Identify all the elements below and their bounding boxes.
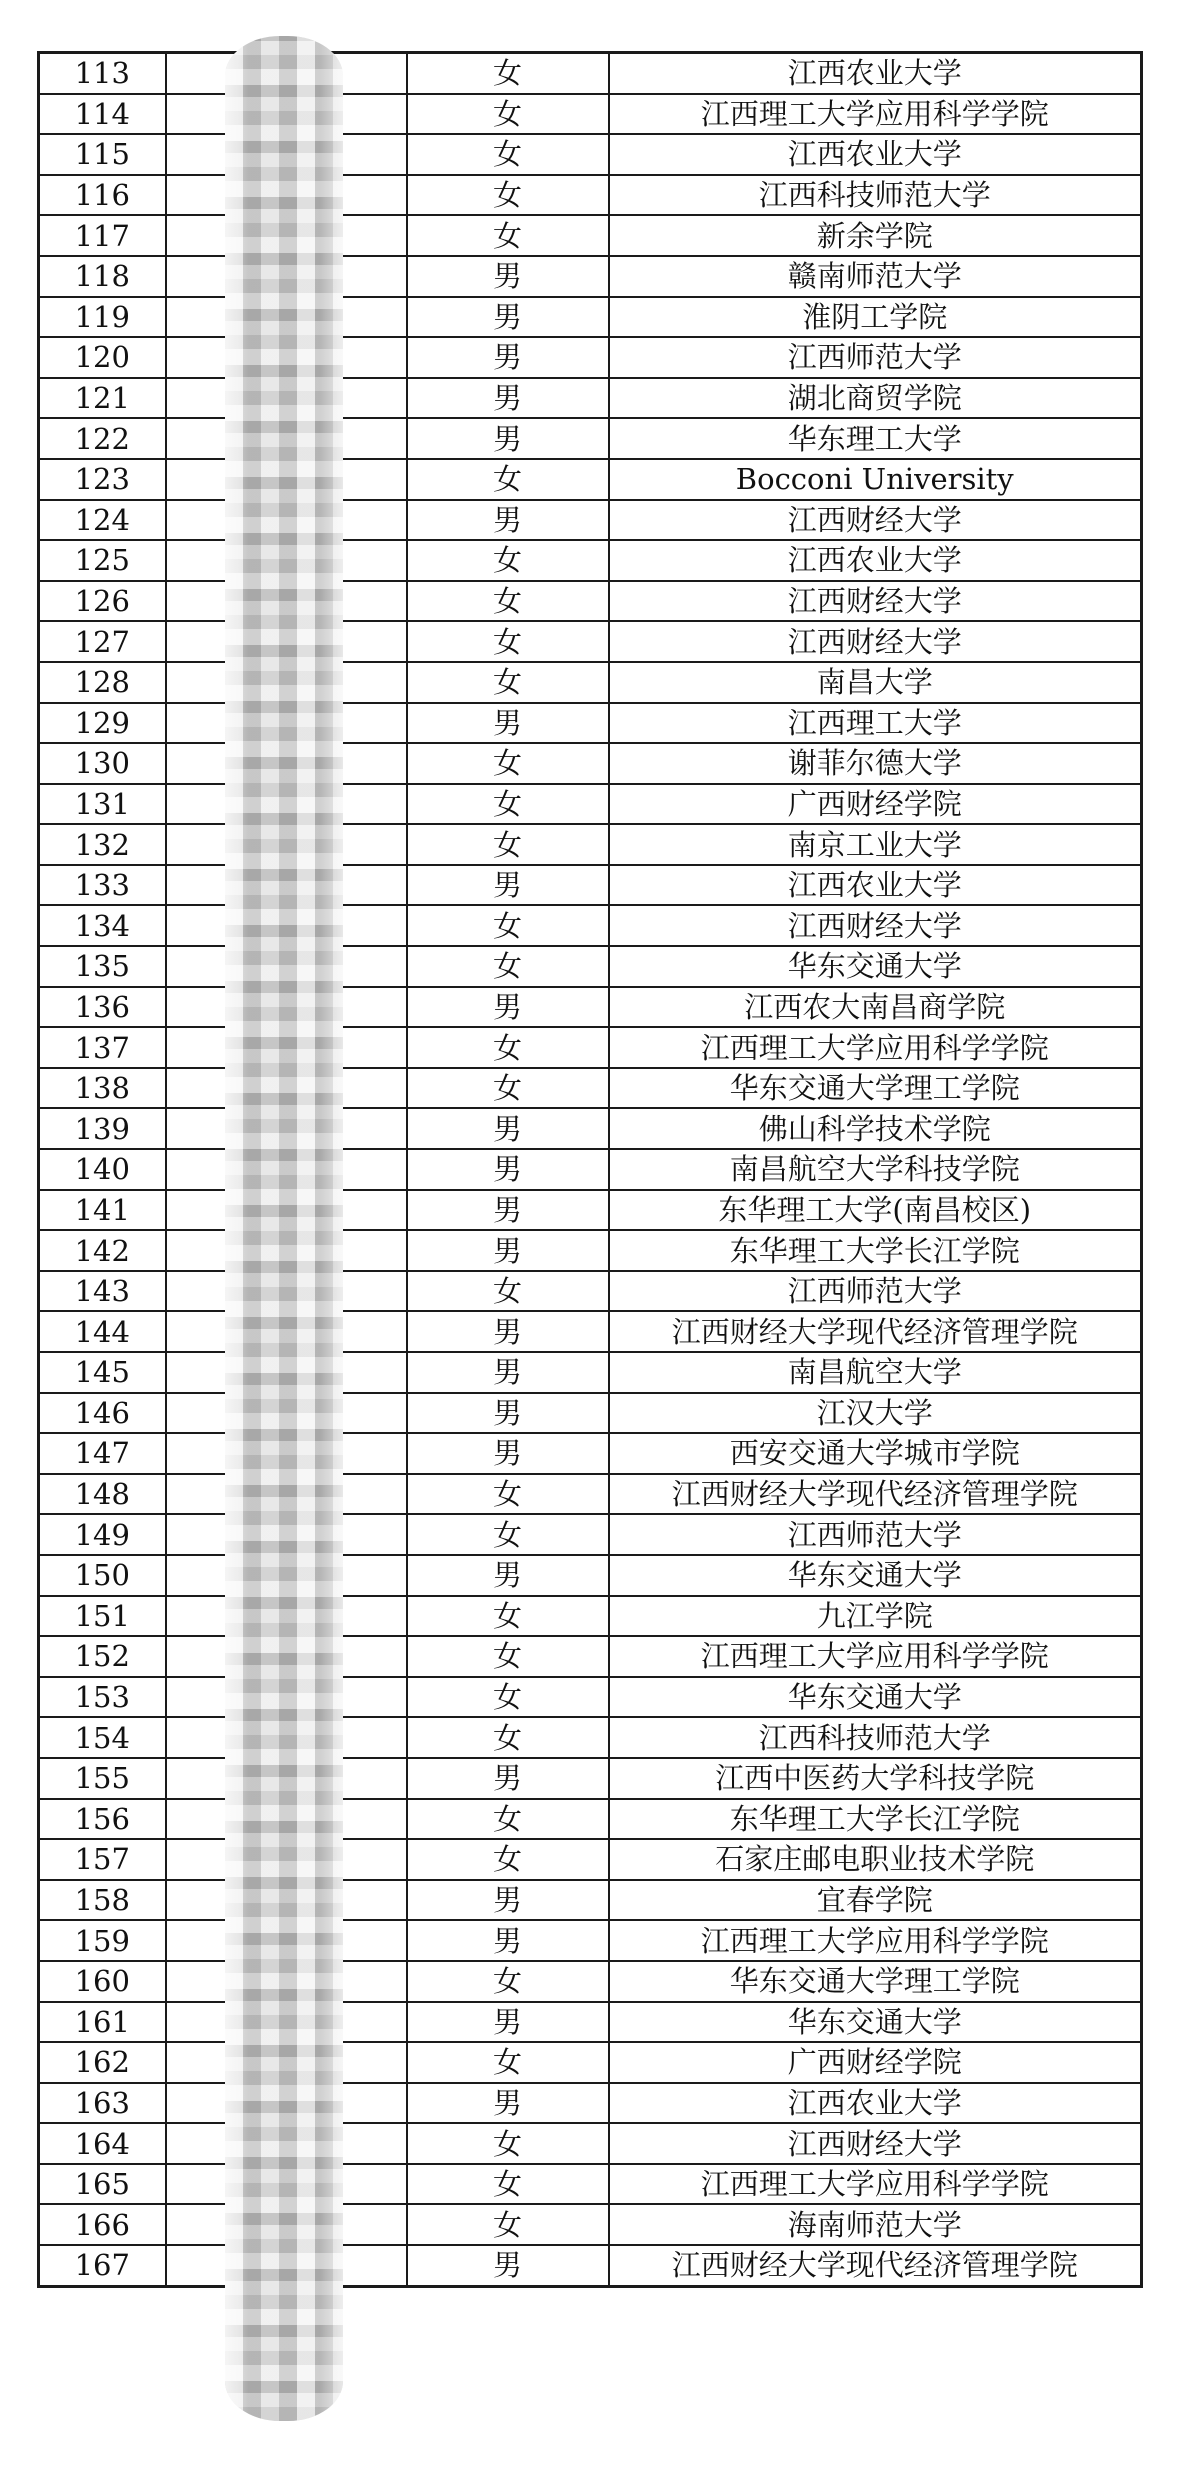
school-cell: 江西农业大学 — [609, 865, 1142, 906]
gender-cell: 女 — [407, 1636, 609, 1677]
school-cell: 南昌航空大学科技学院 — [609, 1149, 1142, 1190]
row-index-cell: 127 — [39, 621, 166, 662]
school-cell: 石家庄邮电职业技术学院 — [609, 1839, 1142, 1880]
gender-cell: 男 — [407, 1352, 609, 1393]
table-row — [39, 581, 1142, 622]
row-index-cell: 139 — [39, 1108, 166, 1149]
school-cell: 华东交通大学 — [609, 2002, 1142, 2043]
row-index-cell: 122 — [39, 418, 166, 459]
table-row — [39, 865, 1142, 906]
school-cell: 江西农业大学 — [609, 2083, 1142, 2124]
row-index-cell: 133 — [39, 865, 166, 906]
gender-cell: 男 — [407, 2245, 609, 2286]
school-cell: 九江学院 — [609, 1596, 1142, 1637]
gender-cell: 女 — [407, 1514, 609, 1555]
row-index-cell: 159 — [39, 1920, 166, 1961]
table-row — [39, 1555, 1142, 1596]
school-cell: 佛山科学技术学院 — [609, 1108, 1142, 1149]
gender-cell: 女 — [407, 1961, 609, 2002]
school-cell: 江西财经大学现代经济管理学院 — [609, 1474, 1142, 1515]
gender-cell: 女 — [407, 540, 609, 581]
row-index-cell: 163 — [39, 2083, 166, 2124]
row-index-cell: 155 — [39, 1758, 166, 1799]
table-row — [39, 1068, 1142, 1109]
gender-cell: 男 — [407, 987, 609, 1028]
row-index-cell: 166 — [39, 2204, 166, 2245]
gender-cell: 男 — [407, 1230, 609, 1271]
school-cell: 江西财经大学 — [609, 581, 1142, 622]
school-cell: 西安交通大学城市学院 — [609, 1433, 1142, 1474]
gender-cell: 女 — [407, 2042, 609, 2083]
row-index-cell: 144 — [39, 1311, 166, 1352]
table-row — [39, 378, 1142, 419]
school-cell: 江西师范大学 — [609, 1271, 1142, 1312]
gender-cell: 女 — [407, 2164, 609, 2205]
row-index-cell: 131 — [39, 784, 166, 825]
school-cell: 江汉大学 — [609, 1393, 1142, 1434]
row-index-cell: 123 — [39, 459, 166, 500]
school-cell: 江西农业大学 — [609, 540, 1142, 581]
row-index-cell: 114 — [39, 94, 166, 135]
gender-cell: 女 — [407, 581, 609, 622]
table-row — [39, 2123, 1142, 2164]
school-cell: 华东交通大学理工学院 — [609, 1068, 1142, 1109]
gender-cell: 女 — [407, 2204, 609, 2245]
table-row — [39, 1474, 1142, 1515]
row-index-cell: 147 — [39, 1433, 166, 1474]
gender-cell: 女 — [407, 662, 609, 703]
school-cell: 江西财经大学 — [609, 500, 1142, 541]
row-index-cell: 153 — [39, 1677, 166, 1718]
table-row — [39, 1799, 1142, 1840]
row-index-cell: 125 — [39, 540, 166, 581]
school-cell: 江西财经大学 — [609, 2123, 1142, 2164]
row-index-cell: 130 — [39, 743, 166, 784]
row-index-cell: 151 — [39, 1596, 166, 1637]
row-index-cell: 167 — [39, 2245, 166, 2286]
row-index-cell: 134 — [39, 905, 166, 946]
school-cell: 江西理工大学应用科学学院 — [609, 1027, 1142, 1068]
gender-cell: 男 — [407, 1758, 609, 1799]
table-row — [39, 459, 1142, 500]
table-row — [39, 1677, 1142, 1718]
row-index-cell: 116 — [39, 175, 166, 216]
school-cell: Bocconi University — [609, 459, 1142, 500]
gender-cell: 男 — [407, 1433, 609, 1474]
table-row — [39, 1271, 1142, 1312]
row-index-cell: 124 — [39, 500, 166, 541]
gender-cell: 男 — [407, 1149, 609, 1190]
school-cell: 华东交通大学 — [609, 946, 1142, 987]
row-index-cell: 150 — [39, 1555, 166, 1596]
roster-table-body — [39, 53, 1142, 2287]
school-cell: 东华理工大学长江学院 — [609, 1799, 1142, 1840]
gender-cell: 男 — [407, 865, 609, 906]
table-row — [39, 1920, 1142, 1961]
school-cell: 华东交通大学 — [609, 1677, 1142, 1718]
school-cell: 新余学院 — [609, 215, 1142, 256]
gender-cell: 女 — [407, 1596, 609, 1637]
school-cell: 江西农业大学 — [609, 134, 1142, 175]
school-cell: 江西农业大学 — [609, 53, 1142, 94]
gender-cell: 女 — [407, 621, 609, 662]
row-index-cell: 143 — [39, 1271, 166, 1312]
row-index-cell: 138 — [39, 1068, 166, 1109]
school-cell: 东华理工大学长江学院 — [609, 1230, 1142, 1271]
school-cell: 江西师范大学 — [609, 1514, 1142, 1555]
table-row — [39, 621, 1142, 662]
gender-cell: 男 — [407, 1108, 609, 1149]
row-index-cell: 117 — [39, 215, 166, 256]
school-cell: 江西财经大学现代经济管理学院 — [609, 2245, 1142, 2286]
gender-cell: 男 — [407, 1920, 609, 1961]
table-row — [39, 2042, 1142, 2083]
gender-cell: 男 — [407, 1393, 609, 1434]
table-row — [39, 1149, 1142, 1190]
table-row — [39, 337, 1142, 378]
row-index-cell: 141 — [39, 1190, 166, 1231]
school-cell: 淮阴工学院 — [609, 297, 1142, 338]
gender-cell: 女 — [407, 1839, 609, 1880]
school-cell: 江西财经大学现代经济管理学院 — [609, 1311, 1142, 1352]
row-index-cell: 120 — [39, 337, 166, 378]
row-index-cell: 121 — [39, 378, 166, 419]
school-cell: 江西财经大学 — [609, 905, 1142, 946]
gender-cell: 男 — [407, 378, 609, 419]
gender-cell: 女 — [407, 2123, 609, 2164]
school-cell: 江西科技师范大学 — [609, 1717, 1142, 1758]
row-index-cell: 113 — [39, 53, 166, 94]
row-index-cell: 148 — [39, 1474, 166, 1515]
school-cell: 谢菲尔德大学 — [609, 743, 1142, 784]
table-row — [39, 175, 1142, 216]
row-index-cell: 136 — [39, 987, 166, 1028]
gender-cell: 男 — [407, 2002, 609, 2043]
school-cell: 宜春学院 — [609, 1880, 1142, 1921]
school-cell: 江西理工大学应用科学学院 — [609, 1636, 1142, 1677]
row-index-cell: 145 — [39, 1352, 166, 1393]
row-index-cell: 162 — [39, 2042, 166, 2083]
table-row — [39, 1717, 1142, 1758]
school-cell: 南京工业大学 — [609, 824, 1142, 865]
table-row — [39, 1880, 1142, 1921]
row-index-cell: 135 — [39, 946, 166, 987]
school-cell: 江西科技师范大学 — [609, 175, 1142, 216]
gender-cell: 男 — [407, 297, 609, 338]
table-row — [39, 2164, 1142, 2205]
school-cell: 南昌航空大学 — [609, 1352, 1142, 1393]
school-cell: 江西理工大学 — [609, 703, 1142, 744]
table-row — [39, 1636, 1142, 1677]
table-row — [39, 1514, 1142, 1555]
school-cell: 江西财经大学 — [609, 621, 1142, 662]
school-cell: 江西农大南昌商学院 — [609, 987, 1142, 1028]
table-row — [39, 1027, 1142, 1068]
row-index-cell: 161 — [39, 2002, 166, 2043]
table-row — [39, 1758, 1142, 1799]
school-cell: 海南师范大学 — [609, 2204, 1142, 2245]
row-index-cell: 154 — [39, 1717, 166, 1758]
table-row — [39, 703, 1142, 744]
table-row — [39, 905, 1142, 946]
table-row — [39, 743, 1142, 784]
gender-cell: 女 — [407, 134, 609, 175]
gender-cell: 女 — [407, 1474, 609, 1515]
row-index-cell: 115 — [39, 134, 166, 175]
gender-cell: 女 — [407, 1799, 609, 1840]
row-index-cell: 129 — [39, 703, 166, 744]
row-index-cell: 142 — [39, 1230, 166, 1271]
school-cell: 华东理工大学 — [609, 418, 1142, 459]
table-row — [39, 1393, 1142, 1434]
table-row — [39, 1596, 1142, 1637]
table-row — [39, 1839, 1142, 1880]
row-index-cell: 160 — [39, 1961, 166, 2002]
gender-cell: 男 — [407, 418, 609, 459]
gender-cell: 女 — [407, 94, 609, 135]
school-cell: 江西理工大学应用科学学院 — [609, 1920, 1142, 1961]
row-index-cell: 146 — [39, 1393, 166, 1434]
row-index-cell: 149 — [39, 1514, 166, 1555]
row-index-cell: 137 — [39, 1027, 166, 1068]
table-row — [39, 418, 1142, 459]
school-cell: 广西财经学院 — [609, 2042, 1142, 2083]
gender-cell: 女 — [407, 1271, 609, 1312]
gender-cell: 男 — [407, 1190, 609, 1231]
row-index-cell: 140 — [39, 1149, 166, 1190]
row-index-cell: 165 — [39, 2164, 166, 2205]
table-row — [39, 1352, 1142, 1393]
gender-cell: 女 — [407, 1027, 609, 1068]
table-row — [39, 215, 1142, 256]
row-index-cell: 119 — [39, 297, 166, 338]
roster-table — [37, 51, 1143, 2288]
table-row — [39, 2083, 1142, 2124]
gender-cell: 女 — [407, 1068, 609, 1109]
gender-cell: 女 — [407, 905, 609, 946]
school-cell: 华东交通大学理工学院 — [609, 1961, 1142, 2002]
school-cell: 广西财经学院 — [609, 784, 1142, 825]
gender-cell: 女 — [407, 53, 609, 94]
school-cell: 南昌大学 — [609, 662, 1142, 703]
row-index-cell: 164 — [39, 2123, 166, 2164]
table-row — [39, 1190, 1142, 1231]
table-row — [39, 1230, 1142, 1271]
gender-cell: 男 — [407, 703, 609, 744]
table-row — [39, 1961, 1142, 2002]
table-row — [39, 297, 1142, 338]
table-row — [39, 134, 1142, 175]
table-row — [39, 1311, 1142, 1352]
gender-cell: 女 — [407, 175, 609, 216]
gender-cell: 女 — [407, 824, 609, 865]
table-row — [39, 500, 1142, 541]
table-row — [39, 784, 1142, 825]
row-index-cell: 128 — [39, 662, 166, 703]
table-row — [39, 540, 1142, 581]
table-row — [39, 2002, 1142, 2043]
school-cell: 江西中医药大学科技学院 — [609, 1758, 1142, 1799]
table-row — [39, 2204, 1142, 2245]
row-index-cell: 152 — [39, 1636, 166, 1677]
school-cell: 江西师范大学 — [609, 337, 1142, 378]
row-index-cell: 132 — [39, 824, 166, 865]
table-row — [39, 824, 1142, 865]
school-cell: 赣南师范大学 — [609, 256, 1142, 297]
gender-cell: 男 — [407, 1555, 609, 1596]
table-row — [39, 94, 1142, 135]
row-index-cell: 157 — [39, 1839, 166, 1880]
gender-cell: 女 — [407, 459, 609, 500]
row-index-cell: 158 — [39, 1880, 166, 1921]
gender-cell: 男 — [407, 2083, 609, 2124]
table-row — [39, 987, 1142, 1028]
table-row — [39, 2245, 1142, 2286]
gender-cell: 女 — [407, 215, 609, 256]
table-row — [39, 662, 1142, 703]
school-cell: 江西理工大学应用科学学院 — [609, 2164, 1142, 2205]
row-index-cell: 118 — [39, 256, 166, 297]
table-row — [39, 256, 1142, 297]
gender-cell: 男 — [407, 500, 609, 541]
table-row — [39, 946, 1142, 987]
school-cell: 东华理工大学(南昌校区) — [609, 1190, 1142, 1231]
gender-cell: 女 — [407, 1677, 609, 1718]
row-index-cell: 156 — [39, 1799, 166, 1840]
gender-cell: 女 — [407, 946, 609, 987]
school-cell: 华东交通大学 — [609, 1555, 1142, 1596]
gender-cell: 男 — [407, 256, 609, 297]
gender-cell: 男 — [407, 1880, 609, 1921]
gender-cell: 女 — [407, 1717, 609, 1758]
school-cell: 湖北商贸学院 — [609, 378, 1142, 419]
school-cell: 江西理工大学应用科学学院 — [609, 94, 1142, 135]
row-index-cell: 126 — [39, 581, 166, 622]
name-redaction-mosaic — [225, 36, 343, 2421]
gender-cell: 男 — [407, 1311, 609, 1352]
table-row — [39, 53, 1142, 94]
gender-cell: 女 — [407, 743, 609, 784]
gender-cell: 女 — [407, 784, 609, 825]
table-row — [39, 1433, 1142, 1474]
table-row — [39, 1108, 1142, 1149]
gender-cell: 男 — [407, 337, 609, 378]
